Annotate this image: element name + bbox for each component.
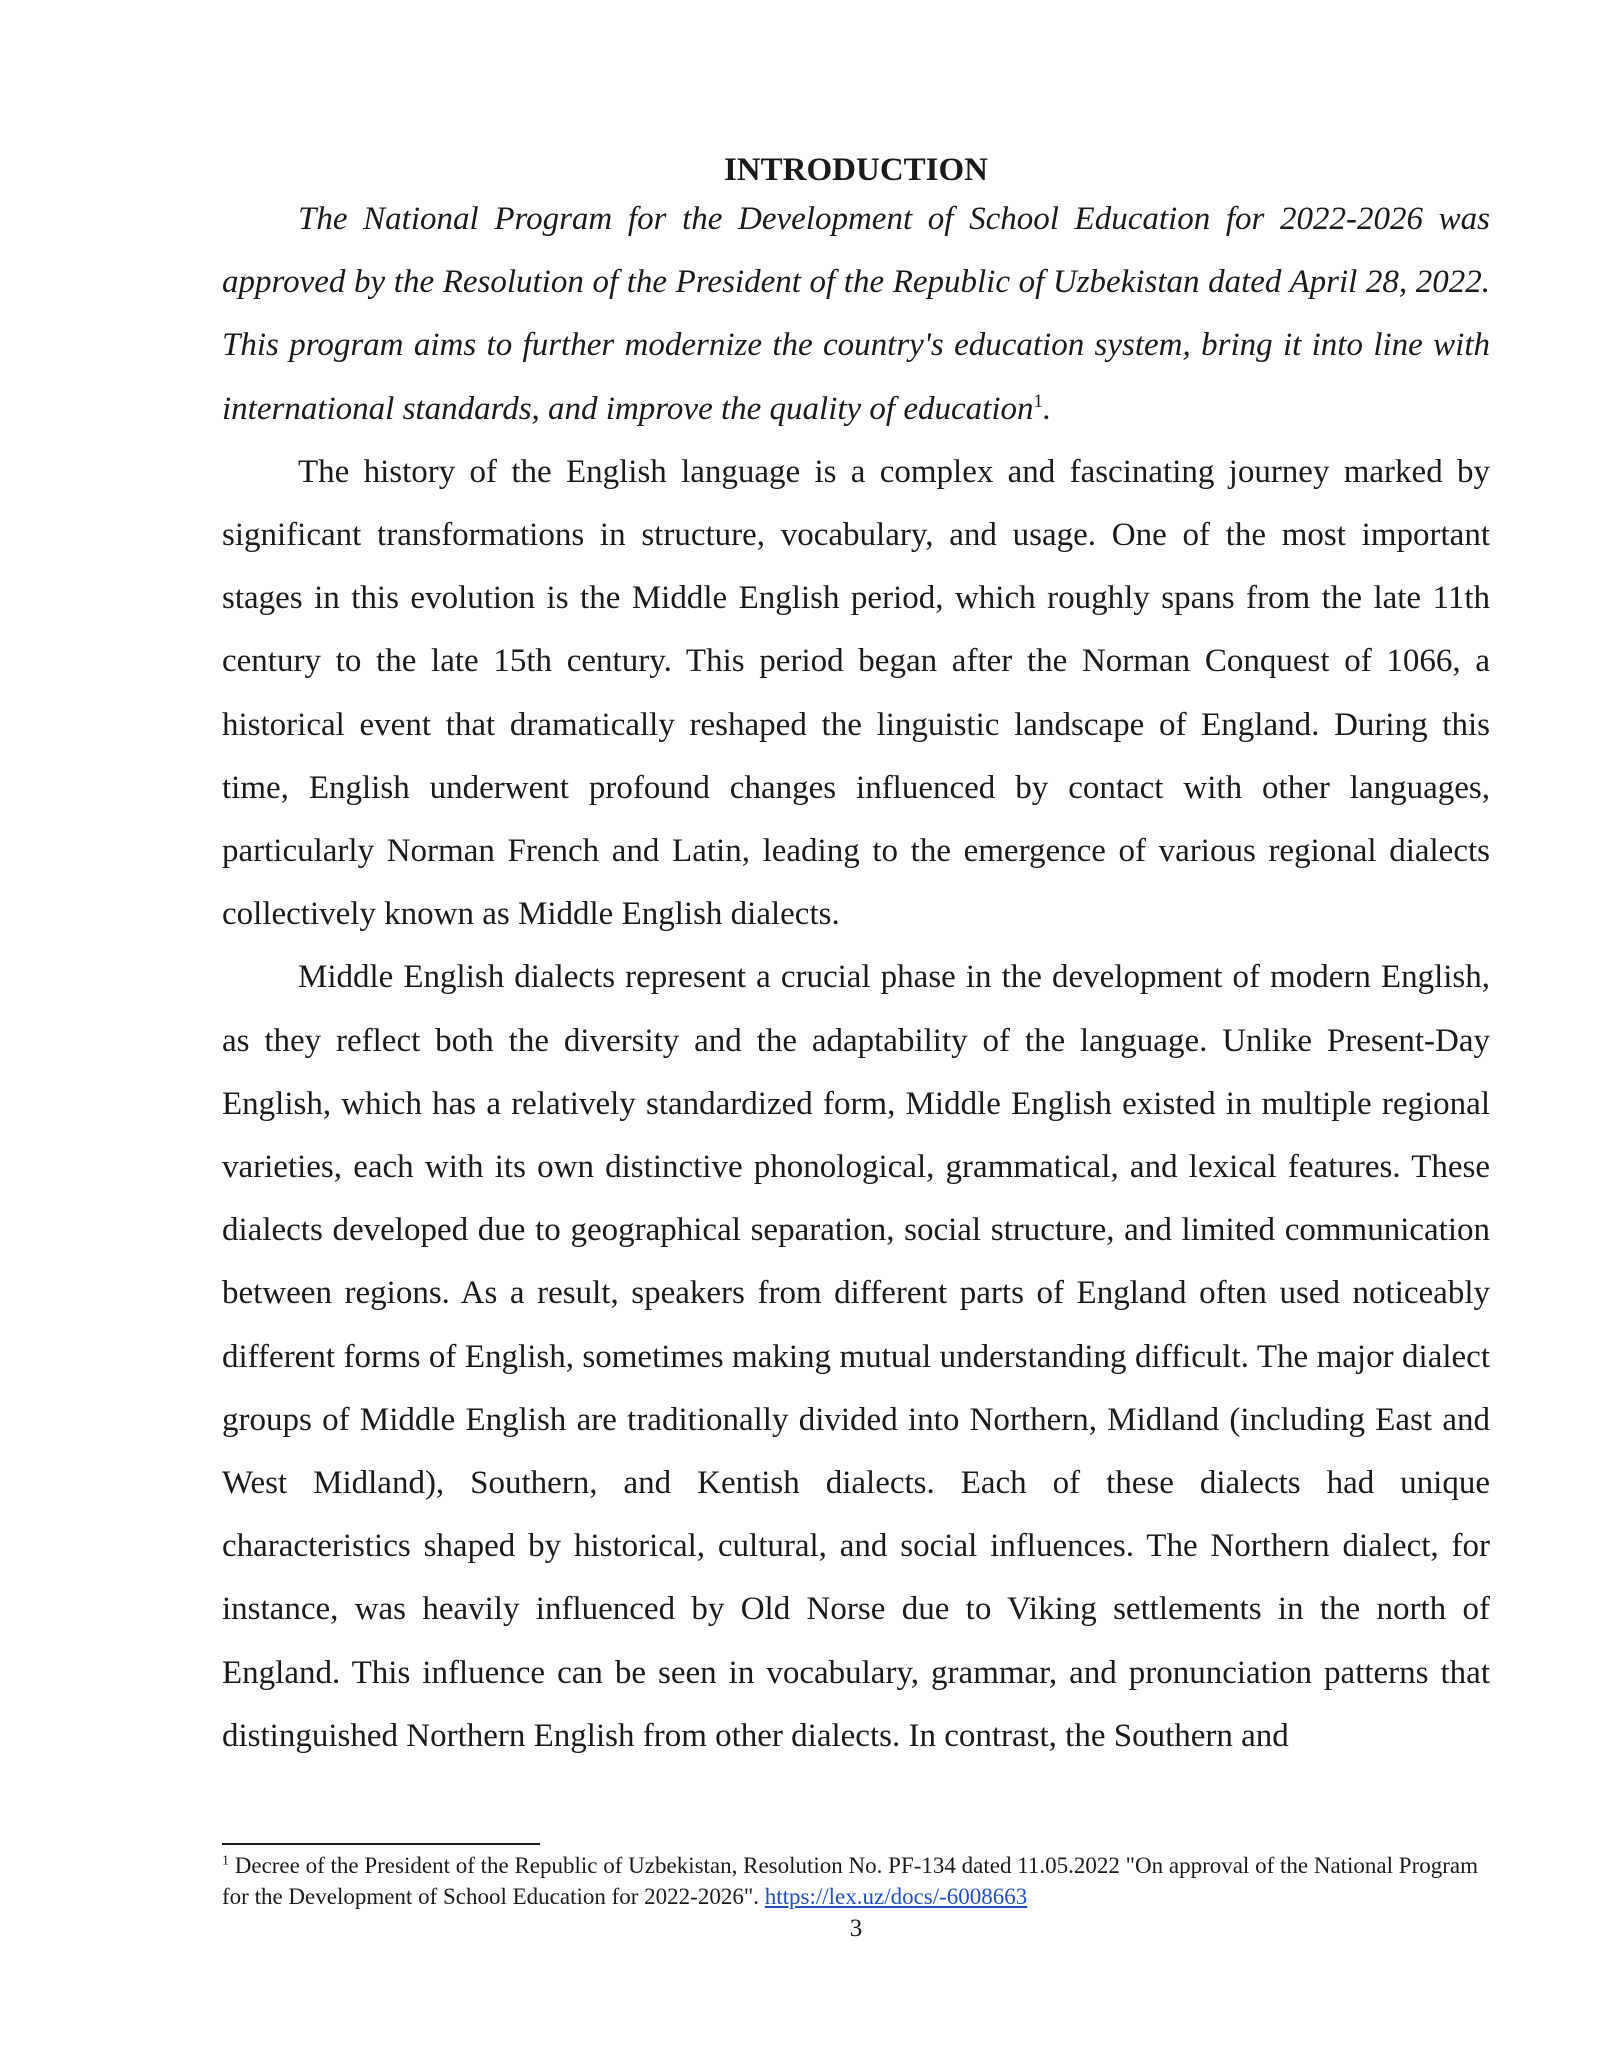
footnote-text: Decree of the President of the Republic of Uzbekistan, Resolution No. PF-134 dated 11.05.2022 "On approval of the National Program for the Development of School Education for 2022-2026". xyxy=(222,1853,1478,1909)
paragraph-intro xyxy=(222,188,1490,441)
footnote-number: 1 xyxy=(222,1853,229,1869)
footnote-link[interactable]: https://lex.uz/docs/-6008663 xyxy=(764,1884,1028,1909)
footnote-reference[interactable]: 1 xyxy=(1033,390,1043,412)
page-number: 3 xyxy=(849,1915,863,1942)
footnote xyxy=(222,1850,1490,1912)
paragraph-intro-end: . xyxy=(1042,390,1052,427)
paragraph-intro-text: The National Program for the Development of School Education for 2022-2026 was approved by the Resolution of the President of the Republic of Uzbekistan dated April 28, 2022. This program aims to further modernize the country's education system, bring it into line with international standards, and improve the quality of education xyxy=(222,201,1490,427)
paragraph-dialects: Middle English dialects represent a crucial phase in the development of modern English, as they reflect both the diversity and the adaptability of the language. Unlike Present-Day English, which has a relatively standardized form, Middle English existed in multiple regional varieties, each with its own distinctive phonological, grammatical, and lexical features. These dialects developed due to geographical separation, social structure, and limited communication between regions. As a result, speakers from different parts of England often used noticeably different forms of English, sometimes making mutual understanding difficult. The major dialect groups of Middle English are traditionally divided into Northern, Midland (including East and West Midland), Southern, and Kentish dialects. Each of these dialects had unique characteristics shaped by historical, cultural, and social influences. The Northern dialect, for instance, was heavily influenced by Old Norse due to Viking settlements in the north of England. This influence can be seen in vocabulary, grammar, and pronunciation patterns that distinguished Northern English from other dialects. In contrast, the Southern and xyxy=(222,959,1490,1754)
paragraph-history: The history of the English language is a complex and fascinating journey marked by significant transformations in structure, vocabulary, and usage. One of the most important stages in this evolution is the Middle English period, which roughly spans from the late 11th century to the late 15th century. This period began after the Norman Conquest of 1066, a historical event that dramatically reshaped the linguistic landscape of England. During this time, English underwent profound changes influenced by contact with other languages, particularly Norman French and Latin, leading to the emergence of various regional dialects collectively known as Middle English dialects. xyxy=(222,453,1490,933)
footnote-divider xyxy=(222,1843,540,1845)
main-text xyxy=(222,148,1490,1768)
section-heading: INTRODUCTION xyxy=(723,152,989,188)
